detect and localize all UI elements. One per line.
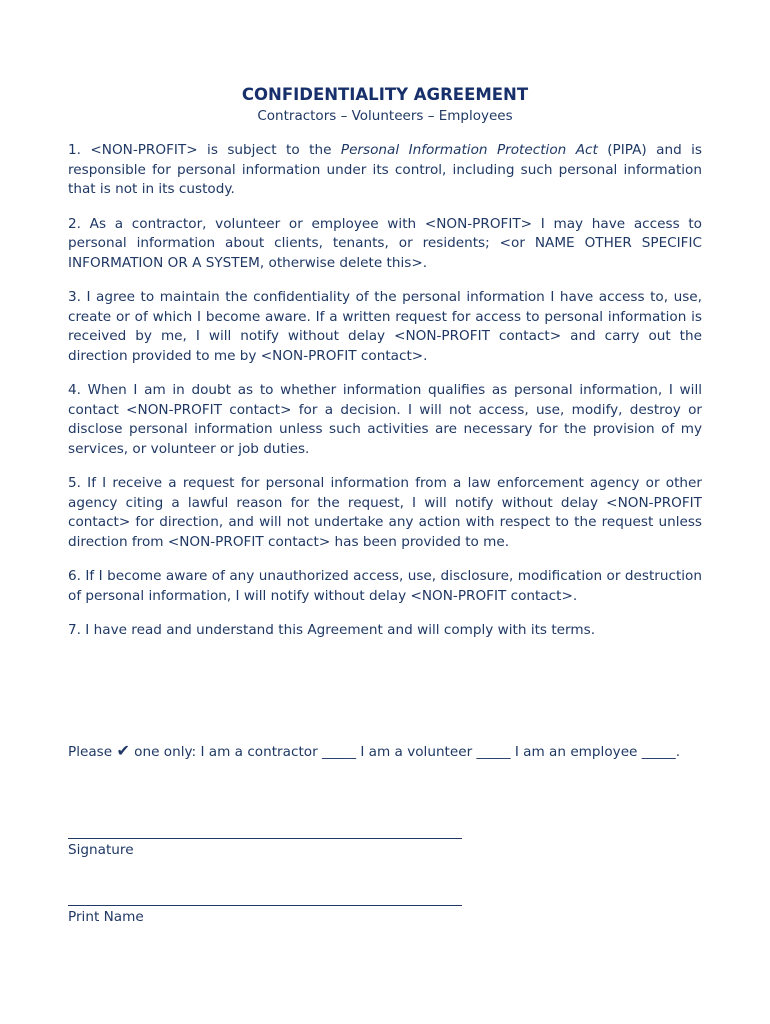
- document-title: CONFIDENTIALITY AGREEMENT: [241, 85, 529, 104]
- checkmark-icon: ✔: [116, 741, 130, 760]
- clause-6: 6. If I become aware of any unauthorized access, use, disclosure, modification or destruction of personal information, I will notify without delay <NON-PROFIT contact>.: [68, 568, 702, 604]
- clause-1-act-name: Personal Information Protection Act: [340, 142, 598, 158]
- role-selection-text: one only: I am a contractor _____ I am a volunteer _____ I am an employee _____.: [129, 744, 681, 760]
- clause-3: 3. I agree to maintain the confidentiality of the personal information I have access to, use, create or of which I become aware. If a written request for access to personal information is received by me, I will notify without delay <NON-PROFIT contact> and carry out the direction provided to me by <NON-PROFIT contact>.: [68, 289, 702, 364]
- clause-2: 2. As a contractor, volunteer or employee with <NON-PROFIT> I may have access to personal information about clients, tenants, or residents; <or NAME OTHER SPECIFIC INFORMATION OR A SYSTEM, otherwise delete this>.: [68, 215, 702, 271]
- role-selection-prefix: Please: [68, 744, 117, 760]
- print-name-line[interactable]: [68, 905, 462, 906]
- signature-label: Signature: [68, 842, 134, 858]
- document-body: [68, 84, 702, 656]
- clause-5: 5. If I receive a request for personal information from a law enforcement agency or other agency citing a lawful reason for the request, I will notify without delay <NON-PROFIT contact> for direction, and will not undertake any action with respect to the request unless direction from <NON-PROFIT contact> has been provided to me.: [68, 475, 702, 550]
- role-selection[interactable]: [68, 741, 702, 762]
- print-name-label: Print Name: [68, 909, 144, 925]
- clause-7: 7. I have read and understand this Agreement and will comply with its terms.: [68, 622, 596, 638]
- document-subtitle: Contractors – Volunteers – Employees: [257, 108, 513, 124]
- clause-1-text-a: 1. <NON-PROFIT> is subject to the: [68, 142, 341, 158]
- clause-4: 4. When I am in doubt as to whether information qualifies as personal information, I will contact <NON-PROFIT contact> for a decision. I will not access, use, modify, destroy or disclose personal information unless such activities are necessary for the provision of my services, or volunteer or job duties.: [68, 382, 702, 457]
- clause-1-text-b: (PIPA) and is responsible for personal information under its control, including such personal information that is not in its custody.: [68, 142, 702, 197]
- clause-1: [68, 141, 702, 200]
- signature-line[interactable]: [68, 838, 462, 839]
- signature-block: [68, 838, 462, 860]
- print-name-block: [68, 905, 462, 927]
